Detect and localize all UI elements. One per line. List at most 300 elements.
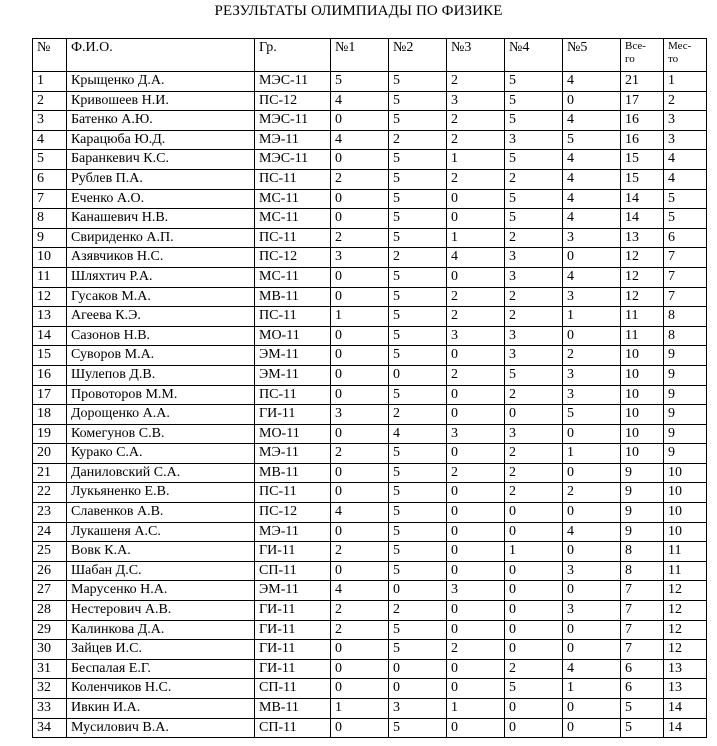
cell-name: Баранкевич К.С.	[67, 150, 255, 170]
cell-total: 9	[621, 522, 664, 542]
cell-task-3: 0	[447, 346, 505, 366]
cell-task-5: 0	[563, 503, 621, 523]
cell-name: Провоторов М.М.	[67, 385, 255, 405]
cell-task-1: 0	[331, 209, 389, 229]
cell-task-5: 3	[563, 365, 621, 385]
cell-number: 3	[33, 111, 67, 131]
cell-group: МЭ-11	[255, 130, 331, 150]
cell-total: 10	[621, 424, 664, 444]
cell-number: 15	[33, 346, 67, 366]
cell-task-5: 0	[563, 248, 621, 268]
cell-place: 7	[664, 287, 707, 307]
cell-task-1: 0	[331, 561, 389, 581]
table-row	[33, 91, 707, 111]
cell-place: 5	[664, 209, 707, 229]
cell-task-1: 4	[331, 91, 389, 111]
cell-group: ГИ-11	[255, 601, 331, 621]
cell-name: Мусилович В.А.	[67, 718, 255, 738]
cell-name: Лукашеня А.С.	[67, 522, 255, 542]
cell-total: 6	[621, 659, 664, 679]
cell-group: МС-11	[255, 189, 331, 209]
cell-task-2: 5	[389, 640, 447, 660]
cell-task-3: 3	[447, 581, 505, 601]
cell-task-3: 2	[447, 72, 505, 92]
cell-total: 5	[621, 699, 664, 719]
cell-group: МВ-11	[255, 463, 331, 483]
cell-name: Шабан Д.С.	[67, 561, 255, 581]
cell-task-3: 0	[447, 620, 505, 640]
header-name: Ф.И.О.	[67, 39, 255, 72]
cell-place: 7	[664, 248, 707, 268]
cell-task-2: 0	[389, 581, 447, 601]
cell-total: 10	[621, 365, 664, 385]
cell-task-4: 3	[505, 424, 563, 444]
cell-name: Суворов М.А.	[67, 346, 255, 366]
cell-name: Коленчиков Н.С.	[67, 679, 255, 699]
cell-place: 13	[664, 679, 707, 699]
cell-number: 31	[33, 659, 67, 679]
cell-total: 14	[621, 189, 664, 209]
cell-place: 12	[664, 620, 707, 640]
cell-group: ГИ-11	[255, 620, 331, 640]
cell-group: МО-11	[255, 424, 331, 444]
cell-task-4: 0	[505, 718, 563, 738]
table-row	[33, 522, 707, 542]
cell-group: ЭМ-11	[255, 581, 331, 601]
cell-name: Крыщенко Д.А.	[67, 72, 255, 92]
table-row	[33, 601, 707, 621]
cell-place: 4	[664, 150, 707, 170]
cell-group: ГИ-11	[255, 659, 331, 679]
cell-task-4: 0	[505, 522, 563, 542]
cell-task-3: 0	[447, 659, 505, 679]
table-row	[33, 228, 707, 248]
cell-number: 32	[33, 679, 67, 699]
cell-task-1: 4	[331, 581, 389, 601]
cell-task-4: 0	[505, 581, 563, 601]
cell-task-4: 3	[505, 130, 563, 150]
cell-place: 11	[664, 561, 707, 581]
cell-place: 1	[664, 72, 707, 92]
cell-number: 14	[33, 326, 67, 346]
cell-group: ПС-11	[255, 169, 331, 189]
cell-place: 9	[664, 385, 707, 405]
cell-task-2: 5	[389, 189, 447, 209]
cell-task-3: 0	[447, 267, 505, 287]
cell-task-1: 2	[331, 542, 389, 562]
table-row	[33, 189, 707, 209]
cell-name: Марусенко Н.А.	[67, 581, 255, 601]
cell-number: 11	[33, 267, 67, 287]
cell-group: СП-11	[255, 561, 331, 581]
cell-place: 12	[664, 581, 707, 601]
cell-number: 28	[33, 601, 67, 621]
cell-number: 30	[33, 640, 67, 660]
cell-task-4: 0	[505, 620, 563, 640]
cell-total: 7	[621, 601, 664, 621]
cell-number: 16	[33, 365, 67, 385]
table-row	[33, 150, 707, 170]
cell-task-1: 4	[331, 503, 389, 523]
cell-task-4: 5	[505, 72, 563, 92]
cell-task-5: 0	[563, 424, 621, 444]
cell-task-2: 5	[389, 522, 447, 542]
cell-task-5: 1	[563, 679, 621, 699]
cell-task-5: 2	[563, 483, 621, 503]
cell-task-1: 0	[331, 326, 389, 346]
cell-task-2: 5	[389, 620, 447, 640]
cell-name: Ивкин И.А.	[67, 699, 255, 719]
cell-task-2: 5	[389, 307, 447, 327]
cell-task-5: 3	[563, 561, 621, 581]
cell-total: 11	[621, 307, 664, 327]
cell-task-5: 0	[563, 640, 621, 660]
cell-task-1: 0	[331, 463, 389, 483]
cell-number: 17	[33, 385, 67, 405]
cell-name: Дорощенко А.А.	[67, 405, 255, 425]
cell-total: 12	[621, 287, 664, 307]
cell-total: 9	[621, 483, 664, 503]
cell-task-5: 2	[563, 346, 621, 366]
cell-task-1: 2	[331, 444, 389, 464]
cell-number: 21	[33, 463, 67, 483]
cell-task-5: 0	[563, 718, 621, 738]
table-row	[33, 248, 707, 268]
cell-task-4: 0	[505, 561, 563, 581]
cell-group: ПС-11	[255, 228, 331, 248]
cell-number: 12	[33, 287, 67, 307]
cell-total: 9	[621, 463, 664, 483]
cell-total: 8	[621, 542, 664, 562]
table-row	[33, 620, 707, 640]
cell-task-2: 5	[389, 346, 447, 366]
cell-task-1: 1	[331, 699, 389, 719]
header-task-5: №5	[563, 39, 621, 72]
cell-task-4: 1	[505, 542, 563, 562]
results-table	[32, 38, 707, 738]
cell-total: 12	[621, 248, 664, 268]
table-row	[33, 307, 707, 327]
cell-task-3: 1	[447, 699, 505, 719]
table-row	[33, 561, 707, 581]
cell-task-2: 2	[389, 405, 447, 425]
cell-task-5: 4	[563, 659, 621, 679]
cell-task-1: 3	[331, 405, 389, 425]
cell-task-2: 2	[389, 601, 447, 621]
table-row	[33, 679, 707, 699]
header-total: Все- го	[621, 39, 664, 72]
cell-name: Агеева К.Э.	[67, 307, 255, 327]
header-group: Гр.	[255, 39, 331, 72]
cell-task-2: 5	[389, 503, 447, 523]
cell-number: 22	[33, 483, 67, 503]
cell-group: МЭ-11	[255, 444, 331, 464]
cell-task-4: 2	[505, 385, 563, 405]
cell-task-3: 2	[447, 111, 505, 131]
cell-name: Даниловский С.А.	[67, 463, 255, 483]
cell-task-3: 0	[447, 542, 505, 562]
cell-total: 16	[621, 111, 664, 131]
cell-task-1: 0	[331, 267, 389, 287]
cell-task-2: 5	[389, 72, 447, 92]
cell-group: МЭС-11	[255, 111, 331, 131]
cell-task-3: 0	[447, 189, 505, 209]
cell-number: 2	[33, 91, 67, 111]
cell-task-2: 5	[389, 287, 447, 307]
cell-place: 3	[664, 111, 707, 131]
cell-task-3: 0	[447, 483, 505, 503]
cell-task-4: 0	[505, 601, 563, 621]
cell-task-1: 0	[331, 385, 389, 405]
cell-total: 10	[621, 346, 664, 366]
cell-name: Лукьяненко Е.В.	[67, 483, 255, 503]
cell-name: Шулепов Д.В.	[67, 365, 255, 385]
cell-group: ПС-12	[255, 248, 331, 268]
cell-task-4: 5	[505, 150, 563, 170]
table-row	[33, 424, 707, 444]
cell-task-3: 0	[447, 405, 505, 425]
cell-group: ГИ-11	[255, 405, 331, 425]
cell-task-2: 5	[389, 385, 447, 405]
table-row	[33, 365, 707, 385]
cell-task-3: 0	[447, 503, 505, 523]
cell-task-5: 4	[563, 267, 621, 287]
cell-task-5: 0	[563, 699, 621, 719]
cell-total: 14	[621, 209, 664, 229]
cell-place: 12	[664, 640, 707, 660]
cell-place: 3	[664, 130, 707, 150]
cell-name: Беспалая Е.Г.	[67, 659, 255, 679]
cell-task-3: 2	[447, 130, 505, 150]
cell-task-3: 0	[447, 718, 505, 738]
cell-task-1: 0	[331, 718, 389, 738]
header-number: №	[33, 39, 67, 72]
cell-name: Азявчиков Н.С.	[67, 248, 255, 268]
cell-task-2: 5	[389, 718, 447, 738]
cell-task-5: 0	[563, 463, 621, 483]
cell-number: 13	[33, 307, 67, 327]
cell-place: 10	[664, 522, 707, 542]
cell-number: 9	[33, 228, 67, 248]
cell-name: Батенко А.Ю.	[67, 111, 255, 131]
cell-group: ПС-11	[255, 307, 331, 327]
cell-task-3: 3	[447, 424, 505, 444]
document-title: РЕЗУЛЬТАТЫ ОЛИМПИАДЫ ПО ФИЗИКЕ	[214, 3, 503, 19]
cell-name: Шляхтич Р.А.	[67, 267, 255, 287]
table-row	[33, 326, 707, 346]
cell-group: ГИ-11	[255, 640, 331, 660]
cell-place: 5	[664, 189, 707, 209]
cell-total: 13	[621, 228, 664, 248]
cell-group: ЭМ-11	[255, 346, 331, 366]
cell-task-1: 0	[331, 679, 389, 699]
cell-task-3: 2	[447, 287, 505, 307]
cell-total: 15	[621, 169, 664, 189]
cell-name: Гусаков М.А.	[67, 287, 255, 307]
cell-task-2: 5	[389, 150, 447, 170]
header-task-2: №2	[389, 39, 447, 72]
cell-task-4: 3	[505, 326, 563, 346]
cell-number: 8	[33, 209, 67, 229]
cell-task-3: 2	[447, 307, 505, 327]
cell-name: Калинкова Д.А.	[67, 620, 255, 640]
cell-place: 10	[664, 503, 707, 523]
cell-task-5: 0	[563, 542, 621, 562]
cell-task-5: 0	[563, 326, 621, 346]
cell-task-1: 4	[331, 130, 389, 150]
table-row	[33, 267, 707, 287]
cell-number: 1	[33, 72, 67, 92]
cell-task-5: 3	[563, 287, 621, 307]
cell-place: 14	[664, 718, 707, 738]
cell-task-4: 2	[505, 307, 563, 327]
table-row	[33, 169, 707, 189]
header-row	[33, 39, 707, 72]
cell-task-3: 0	[447, 561, 505, 581]
header-place: Мес- то	[664, 39, 707, 72]
cell-group: ПС-12	[255, 91, 331, 111]
cell-name: Сазонов Н.В.	[67, 326, 255, 346]
cell-task-2: 5	[389, 483, 447, 503]
cell-task-1: 0	[331, 640, 389, 660]
cell-task-1: 2	[331, 169, 389, 189]
header-task-3: №3	[447, 39, 505, 72]
cell-task-1: 3	[331, 248, 389, 268]
cell-task-2: 0	[389, 659, 447, 679]
cell-task-2: 5	[389, 111, 447, 131]
cell-task-5: 1	[563, 444, 621, 464]
cell-task-4: 5	[505, 91, 563, 111]
cell-total: 6	[621, 679, 664, 699]
cell-total: 10	[621, 385, 664, 405]
cell-total: 5	[621, 718, 664, 738]
cell-number: 29	[33, 620, 67, 640]
cell-task-5: 0	[563, 91, 621, 111]
cell-task-1: 1	[331, 307, 389, 327]
cell-name: Рублев П.А.	[67, 169, 255, 189]
cell-task-1: 0	[331, 424, 389, 444]
cell-task-3: 2	[447, 169, 505, 189]
cell-group: МС-11	[255, 209, 331, 229]
cell-task-5: 5	[563, 130, 621, 150]
cell-name: Нестерович А.В.	[67, 601, 255, 621]
table-row	[33, 130, 707, 150]
cell-total: 11	[621, 326, 664, 346]
cell-number: 33	[33, 699, 67, 719]
cell-task-4: 5	[505, 111, 563, 131]
cell-place: 9	[664, 424, 707, 444]
cell-task-4: 5	[505, 209, 563, 229]
cell-task-5: 4	[563, 209, 621, 229]
cell-task-1: 0	[331, 365, 389, 385]
cell-place: 7	[664, 267, 707, 287]
cell-group: МЭ-11	[255, 522, 331, 542]
cell-task-3: 3	[447, 326, 505, 346]
cell-task-4: 2	[505, 444, 563, 464]
cell-total: 15	[621, 150, 664, 170]
cell-task-4: 3	[505, 267, 563, 287]
cell-task-4: 0	[505, 503, 563, 523]
cell-task-5: 4	[563, 111, 621, 131]
cell-place: 4	[664, 169, 707, 189]
cell-name: Комегунов С.В.	[67, 424, 255, 444]
cell-number: 19	[33, 424, 67, 444]
cell-place: 9	[664, 405, 707, 425]
cell-total: 21	[621, 72, 664, 92]
cell-task-2: 5	[389, 542, 447, 562]
cell-total: 12	[621, 267, 664, 287]
cell-task-2: 4	[389, 424, 447, 444]
cell-task-4: 2	[505, 169, 563, 189]
cell-number: 25	[33, 542, 67, 562]
cell-task-3: 4	[447, 248, 505, 268]
table-row	[33, 699, 707, 719]
cell-name: Зайцев И.С.	[67, 640, 255, 660]
cell-task-2: 5	[389, 444, 447, 464]
table-body	[33, 72, 707, 738]
header-task-1: №1	[331, 39, 389, 72]
cell-group: ГИ-11	[255, 542, 331, 562]
cell-place: 8	[664, 326, 707, 346]
cell-group: МО-11	[255, 326, 331, 346]
cell-group: ПС-11	[255, 483, 331, 503]
cell-place: 9	[664, 346, 707, 366]
cell-group: МВ-11	[255, 287, 331, 307]
cell-task-4: 5	[505, 679, 563, 699]
cell-task-2: 5	[389, 91, 447, 111]
cell-task-2: 2	[389, 248, 447, 268]
cell-group: МВ-11	[255, 699, 331, 719]
cell-task-2: 5	[389, 326, 447, 346]
cell-task-4: 0	[505, 405, 563, 425]
table-row	[33, 346, 707, 366]
cell-name: Вовк К.А.	[67, 542, 255, 562]
cell-task-1: 5	[331, 72, 389, 92]
cell-task-3: 1	[447, 150, 505, 170]
table-row	[33, 542, 707, 562]
cell-task-5: 4	[563, 522, 621, 542]
cell-number: 5	[33, 150, 67, 170]
cell-task-1: 2	[331, 228, 389, 248]
cell-number: 20	[33, 444, 67, 464]
cell-task-5: 4	[563, 169, 621, 189]
cell-task-3: 0	[447, 444, 505, 464]
cell-place: 6	[664, 228, 707, 248]
cell-place: 14	[664, 699, 707, 719]
cell-task-4: 0	[505, 640, 563, 660]
cell-group: СП-11	[255, 718, 331, 738]
table-row	[33, 718, 707, 738]
cell-total: 9	[621, 503, 664, 523]
cell-total: 10	[621, 405, 664, 425]
cell-name: Свириденко А.П.	[67, 228, 255, 248]
cell-total: 17	[621, 91, 664, 111]
cell-task-2: 5	[389, 267, 447, 287]
cell-name: Канашевич Н.В.	[67, 209, 255, 229]
table-row	[33, 405, 707, 425]
cell-number: 27	[33, 581, 67, 601]
table-row	[33, 287, 707, 307]
table-row	[33, 483, 707, 503]
cell-task-3: 0	[447, 522, 505, 542]
cell-name: Еченко А.О.	[67, 189, 255, 209]
table-row	[33, 72, 707, 92]
cell-task-1: 0	[331, 111, 389, 131]
cell-number: 34	[33, 718, 67, 738]
cell-task-2: 0	[389, 679, 447, 699]
cell-place: 10	[664, 483, 707, 503]
cell-task-5: 3	[563, 385, 621, 405]
